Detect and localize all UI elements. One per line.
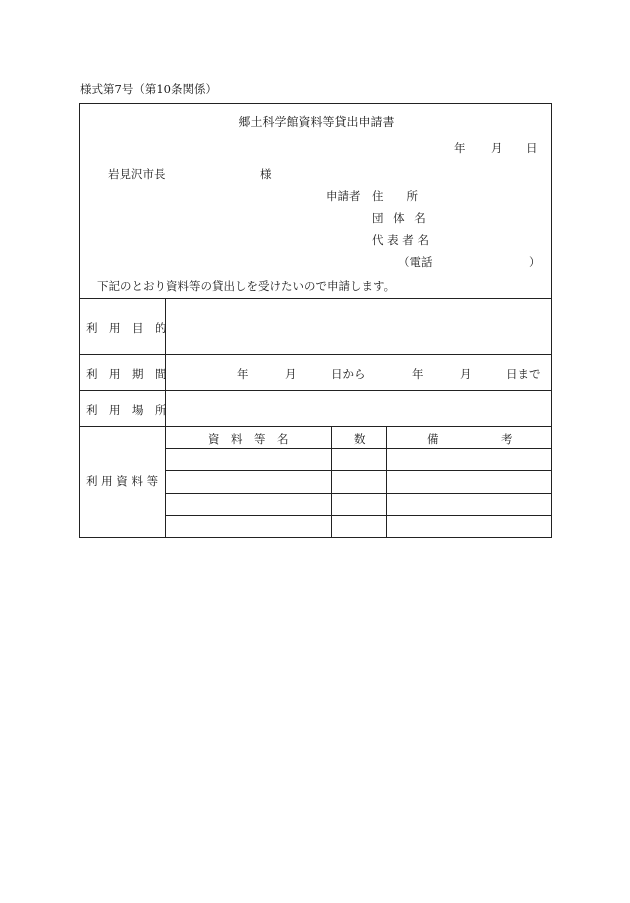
applicant-phone-open: （電話	[398, 255, 433, 269]
applicant-phone-close: ）	[529, 255, 541, 269]
applicant-organization-label: 団 体 名	[372, 211, 429, 225]
addressee-name: 岩見沢市長	[108, 167, 166, 181]
rule-materials-row3	[166, 515, 551, 516]
form-title: 郷土科学館資料等貸出申請書	[238, 115, 395, 129]
rule-purpose-bottom	[80, 354, 551, 355]
materials-col-count: 数	[354, 432, 366, 446]
materials-col-name: 資 料 等 名	[208, 432, 289, 446]
period-year-end: 年	[412, 367, 424, 381]
period-year-start: 年	[237, 367, 249, 381]
row-label-purpose: 利 用 目 的	[86, 321, 167, 335]
application-form	[79, 103, 552, 538]
rule-materials-row1	[166, 470, 551, 471]
period-from: 日から	[331, 367, 366, 381]
form-number: 様式第7号（第10条関係）	[80, 82, 217, 96]
row-label-period: 利 用 期 間	[86, 367, 167, 381]
date-month: 月	[491, 141, 503, 155]
rule-materials-header-bottom	[166, 448, 551, 449]
rule-place-bottom	[80, 426, 551, 427]
period-month-end: 月	[460, 367, 472, 381]
rule-period-bottom	[80, 390, 551, 391]
period-until: 日まで	[506, 367, 541, 381]
applicant-address-label: 住 所	[372, 189, 418, 203]
row-label-materials: 利 用 資 料 等	[86, 474, 159, 488]
date-day: 日	[526, 141, 538, 155]
statement: 下記のとおり資料等の貸出しを受けたいので申請します。	[97, 279, 396, 293]
materials-col-remarks-1: 備	[427, 432, 439, 446]
materials-col-remarks-2: 考	[501, 432, 513, 446]
rule-materials-row2	[166, 493, 551, 494]
applicant-label: 申請者	[326, 189, 361, 203]
rule-header-bottom	[80, 298, 551, 299]
addressee-honorific: 様	[260, 167, 272, 181]
date-year: 年	[454, 141, 466, 155]
rule-count-column-right	[386, 426, 387, 537]
rule-count-column-left	[331, 426, 332, 537]
period-month-start: 月	[285, 367, 297, 381]
row-label-place: 利 用 場 所	[86, 403, 167, 417]
applicant-representative-label: 代 表 者 名	[372, 233, 429, 247]
